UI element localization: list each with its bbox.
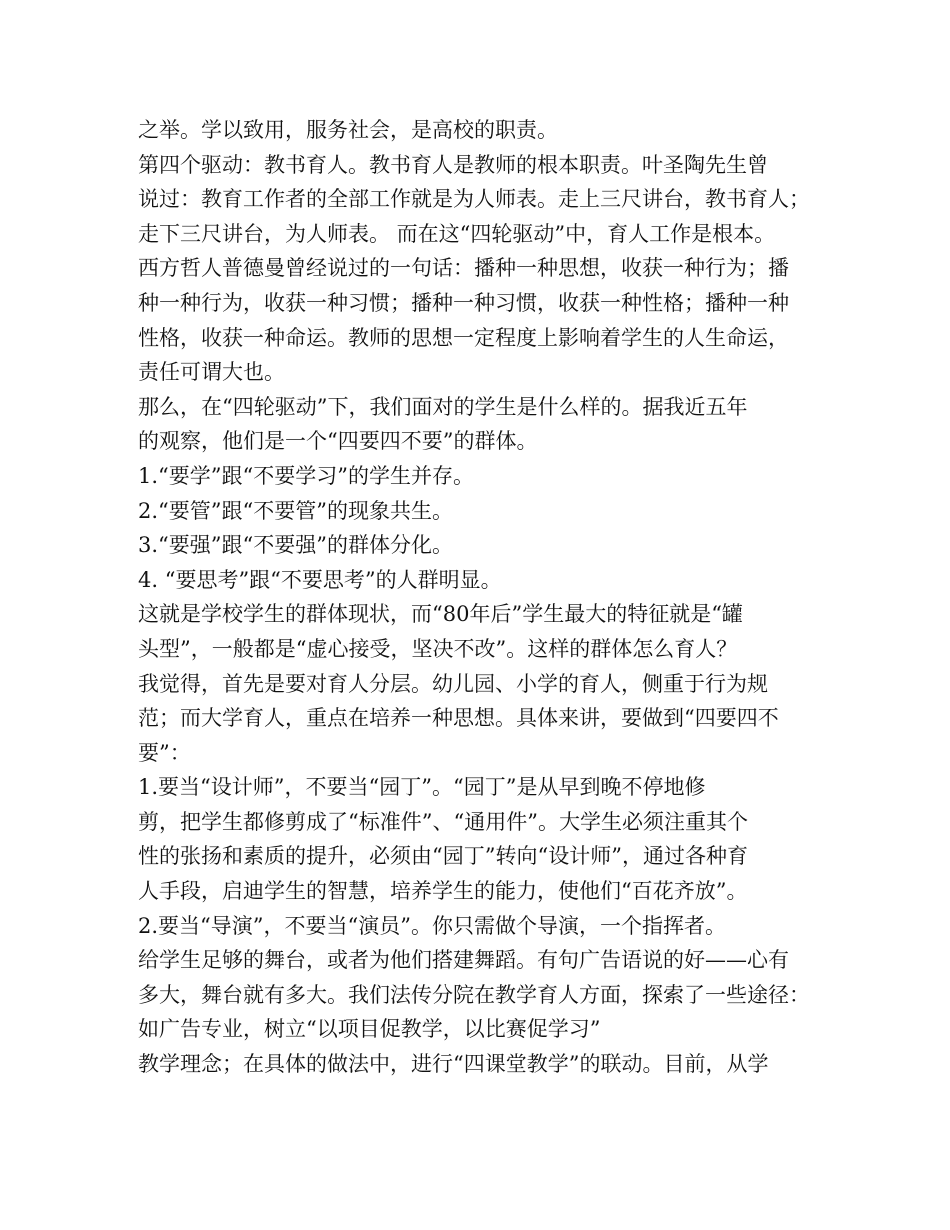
text-line: 这就是学校学生的群体现状，而“80年后”学生最大的特征就是“罐 bbox=[138, 602, 743, 627]
list-item: 4. “要思考”跟“不要思考”的人群明显。 bbox=[138, 567, 502, 592]
text-line: 范；而大学育人，重点在培养一种思想。具体来讲，要做到“四要四不 bbox=[138, 706, 779, 731]
text-line: 性的张扬和素质的提升，必须由“园丁”转向“设计师”，通过各种育 bbox=[138, 844, 748, 869]
list-item: 1.要当“设计师”，不要当“园丁”。“园丁”是从早到晚不停地修 bbox=[138, 775, 706, 800]
text-line: 说过：教育工作者的全部工作就是为人师表。走上三尺讲台，教书育人； bbox=[138, 187, 810, 212]
list-item: 1.“要学”跟“不要学习”的学生并存。 bbox=[138, 463, 474, 488]
text-line: 走下三尺讲台，为人师表。 而在这“四轮驱动”中，育人工作是根本。 bbox=[138, 221, 776, 246]
text-line: 多大，舞台就有多大。我们法传分院在教学育人方面，探索了一些途径： bbox=[138, 982, 810, 1007]
text-line: 我觉得，首先是要对育人分层。幼儿园、小学的育人，侧重于行为规 bbox=[138, 671, 768, 696]
text-line: 教学理念；在具体的做法中，进行“四课堂教学”的联动。目前，从学 bbox=[138, 1052, 769, 1077]
text-line: 那么，在“四轮驱动”下，我们面对的学生是什么样的。据我近五年 bbox=[138, 394, 748, 419]
text-line: 西方哲人普德曼曾经说过的一句话：播种一种思想，收获一种行为；播 bbox=[138, 256, 789, 281]
text-line: 种一种行为，收获一种习惯；播种一种习惯，收获一种性格；播种一种 bbox=[138, 290, 789, 315]
text-line: 要”： bbox=[138, 740, 191, 765]
text-line: 责任可谓大也。 bbox=[138, 360, 285, 385]
list-item: 2.要当“导演”，不要当“演员”。你只需做个导演，一个指挥者。 bbox=[138, 913, 726, 938]
text-line: 的观察，他们是一个“四要四不要”的群体。 bbox=[138, 429, 538, 454]
text-line: 性格，收获一种命运。教师的思想一定程度上影响着学生的人生命运， bbox=[138, 325, 789, 350]
text-line: 给学生足够的舞台，或者为他们搭建舞蹈。有句广告语说的好——心有 bbox=[138, 948, 789, 973]
list-item: 2.“要管”跟“不要管”的现象共生。 bbox=[138, 498, 453, 523]
text-line: 人手段，启迪学生的智慧，培养学生的能力，使他们“百花齐放”。 bbox=[138, 879, 748, 904]
text-line: 如广告专业，树立“以项目促教学，以比赛促学习” bbox=[138, 1017, 601, 1042]
text-line: 第四个驱动：教书育人。教书育人是教师的根本职责。叶圣陶先生曾 bbox=[138, 152, 768, 177]
text-line: 之举。学以致用，服务社会，是高校的职责。 bbox=[138, 118, 558, 142]
text-line: 头型”，一般都是“虚心接受，坚决不改”。这样的群体怎么育人？ bbox=[138, 636, 738, 661]
text-line: 剪，把学生都修剪成了“标准件”、“通用件”。大学生必须注重其个 bbox=[138, 809, 748, 834]
document-body bbox=[138, 113, 828, 1082]
list-item: 3.“要强”跟“不要强”的群体分化。 bbox=[138, 533, 453, 558]
